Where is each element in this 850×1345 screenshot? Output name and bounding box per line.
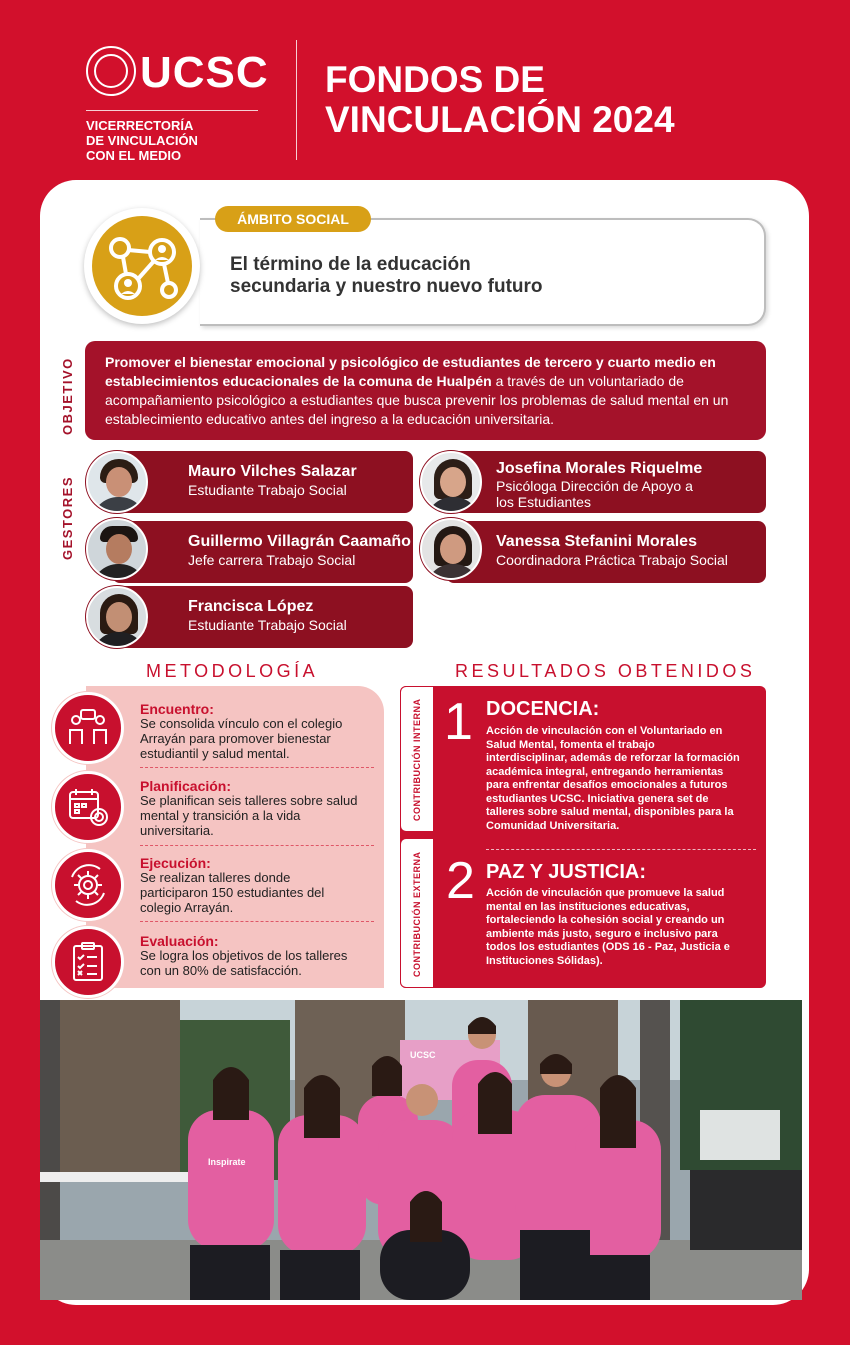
avatar — [86, 586, 148, 648]
gestor-name: Guillermo Villagrán Caamaño — [188, 533, 411, 550]
page-title — [325, 60, 825, 140]
gestor-name: Josefina Morales Riquelme — [496, 460, 703, 477]
gear-cycle-icon — [52, 849, 124, 921]
result-divider — [486, 849, 756, 850]
contribucion-externa-tab — [400, 838, 434, 988]
vice-line: CON EL MEDIO — [86, 148, 182, 163]
step-divider — [140, 767, 374, 768]
result-line: Acción de vinculación que promueve la salud — [486, 887, 725, 899]
resultados-heading: RESULTADOS OBTENIDOS — [455, 661, 756, 681]
checklist-icon — [52, 926, 124, 998]
avatar — [86, 451, 148, 513]
group-photo — [40, 1000, 802, 1300]
step-line: participaron 150 estudiantes del — [140, 885, 325, 900]
step-text — [140, 716, 375, 761]
result-line: estudiantes UCSC. Iniciativa genera set de — [486, 792, 709, 805]
project-title-line: El término de la educación — [230, 254, 471, 275]
shirt-text: Inspirate — [208, 1157, 246, 1167]
gestores-label — [60, 470, 86, 560]
step-divider — [140, 845, 374, 846]
objetivo-label-text: OBJETIVO — [60, 357, 75, 435]
result-number: 2 — [446, 852, 475, 910]
step-text — [140, 793, 375, 838]
calendar-target-icon — [52, 771, 124, 843]
step-line: universitaria. — [140, 823, 214, 838]
logo-divider — [86, 110, 258, 111]
avatar — [420, 518, 482, 580]
ambito-badge: ÁMBITO SOCIAL — [215, 206, 371, 232]
step-line: estudiantil y salud mental. — [140, 746, 290, 761]
result-line: Comunidad Universitaria. — [486, 819, 620, 832]
result-line: fortaleciendo la cohesión social y creando un — [486, 914, 725, 926]
meeting-icon — [52, 692, 124, 764]
result-line: todos los estudiantes (ODS 16 - Paz, Justicia e — [486, 941, 730, 953]
objetivo-box — [85, 341, 766, 440]
step-text — [140, 870, 375, 915]
step-divider — [140, 921, 374, 922]
network-icon — [92, 216, 192, 316]
step-text — [140, 948, 375, 978]
step-title: Encuentro: — [140, 701, 214, 717]
result-line: Salud Mental, fomenta el trabajo — [486, 738, 655, 751]
gestor-name: Francisca López — [188, 598, 314, 615]
result-line: Acción de vinculación con el Voluntariado en — [486, 725, 723, 737]
result-line: Instituciones Sólidas). — [486, 954, 603, 967]
header-divider — [296, 40, 297, 160]
step-line: con un 80% de satisfacción. — [140, 963, 302, 978]
step-line: Se realizan talleres donde — [140, 870, 291, 885]
result-line: ambiente más justo, seguro e inclusivo para — [486, 927, 718, 940]
gestores-label-text: GESTORES — [60, 475, 75, 560]
project-title — [230, 254, 690, 298]
gestor-card — [112, 451, 413, 513]
step-title: Evaluación: — [140, 933, 219, 949]
contribucion-interna-tab — [400, 686, 434, 832]
objetivo-bold-text: Promover el bienestar emocional y psicológico de estudiantes de tercero y cuarto medio en establecimientos educacionales de la comuna de Hualpén — [105, 354, 716, 389]
gestor-card — [112, 521, 413, 583]
tab-label: CONTRIBUCIÓN INTERNA — [412, 698, 422, 821]
result-line: mental en las instituciones educativas, — [486, 900, 690, 913]
vice-line: DE VINCULACIÓN — [86, 133, 198, 148]
result-line: interdisciplinar, además de reforzar la formación — [486, 752, 740, 764]
step-title: Ejecución: — [140, 855, 211, 871]
vice-line: VICERRECTORÍA — [86, 118, 194, 133]
gestor-role: Jefe carrera Trabajo Social — [188, 552, 356, 568]
university-seal-icon — [86, 46, 136, 96]
banner-text: UCSC — [410, 1050, 436, 1060]
step-line: Se logra los objetivos de los talleres — [140, 948, 348, 963]
gestor-role: Estudiante Trabajo Social — [188, 617, 347, 633]
gestor-role: Estudiante Trabajo Social — [188, 482, 347, 498]
gestor-name: Vanessa Stefanini Morales — [496, 533, 697, 550]
objetivo-text: a través de un voluntariado de acompañamiento psicológico a estudiantes que busca prevenir los problemas de salud mental en un establecimiento educativo antes del ingreso a la educación universitaria. — [105, 373, 729, 427]
result-title: PAZ Y JUSTICIA: — [486, 861, 647, 883]
gestor-name: Mauro Vilches Salazar — [188, 463, 357, 480]
result-line: para enfrentar desafíos emocionales a futuros — [486, 779, 728, 791]
title-line: FONDOS DE — [325, 59, 545, 100]
logo-text: UCSC — [140, 48, 269, 97]
result-title: DOCENCIA: — [486, 698, 600, 720]
gestor-card — [446, 521, 766, 583]
result-text — [486, 725, 761, 833]
gestor-card — [112, 586, 413, 648]
metodologia-heading: METODOLOGÍA — [146, 661, 319, 681]
result-line: académica integral, entregando herramientas — [486, 765, 724, 778]
result-number: 1 — [444, 693, 473, 751]
title-line: VINCULACIÓN 2024 — [325, 99, 675, 140]
step-line: colegio Arrayán. — [140, 900, 234, 915]
gestor-role: Coordinadora Práctica Trabajo Social — [496, 552, 728, 568]
avatar — [420, 451, 482, 513]
gestor-card — [446, 451, 766, 513]
vicerrectoria-label — [86, 118, 286, 163]
result-line: talleres sobre salud mental, disponibles para la — [486, 806, 734, 818]
gestor-role — [496, 478, 693, 510]
step-title: Planificación: — [140, 778, 232, 794]
step-line: Se consolida vínculo con el colegio — [140, 716, 343, 731]
step-line: mental y transición a la vida — [140, 808, 301, 823]
result-text — [486, 887, 761, 968]
objetivo-label — [60, 345, 86, 435]
tab-label: CONTRIBUCIÓN EXTERNA — [412, 851, 422, 977]
project-title-line: secundaria y nuestro nuevo futuro — [230, 276, 543, 297]
step-line: Arrayán para promover bienestar — [140, 731, 331, 746]
avatar — [86, 518, 148, 580]
step-line: Se planifican seis talleres sobre salud — [140, 793, 358, 808]
gestor-role-line: los Estudiantes — [496, 494, 591, 510]
gestor-role-line: Psicóloga Dirección de Apoyo a — [496, 478, 693, 494]
